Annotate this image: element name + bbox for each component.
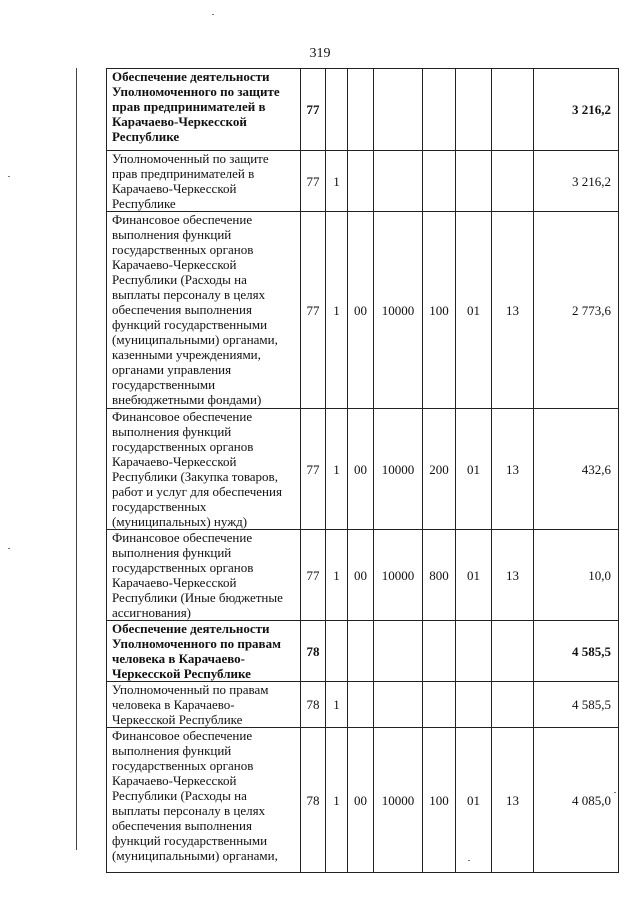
podrazdel-cell: 13 (492, 728, 534, 873)
item-name-line: Республике (112, 129, 180, 144)
item-name-line: Карачаево-Черкесской (112, 454, 237, 469)
item-name-cell (107, 621, 301, 682)
section-cell (326, 621, 348, 682)
subsection-cell (348, 621, 374, 682)
item-name-line: человека в Карачаево- (112, 697, 235, 712)
razdel-cell: 01 (456, 409, 492, 530)
expense-type-cell (423, 151, 456, 212)
item-name-line: выплаты персоналу в целях (112, 287, 266, 302)
amount-cell: 2 773,6 (534, 212, 619, 409)
program-cell: 10000 (374, 409, 423, 530)
item-name-line: Финансовое обеспечение (112, 530, 253, 545)
table-row (107, 530, 619, 621)
item-name-cell (107, 530, 301, 621)
item-name-line: Республике (112, 196, 176, 211)
item-name-line: государственных органов (112, 439, 254, 454)
item-name-cell (107, 151, 301, 212)
amount-cell: 3 216,2 (534, 151, 619, 212)
razdel-cell: 01 (456, 212, 492, 409)
table-row (107, 212, 619, 409)
scan-speck (468, 860, 470, 861)
podrazdel-cell: 13 (492, 530, 534, 621)
subsection-cell: 00 (348, 212, 374, 409)
item-name-line: Черкесской Республике (112, 712, 243, 727)
podrazdel-cell: 13 (492, 409, 534, 530)
program-cell: 10000 (374, 530, 423, 621)
amount-cell: 432,6 (534, 409, 619, 530)
program-cell (374, 69, 423, 151)
item-name-line: Республики (Закупка товаров, (112, 469, 278, 484)
item-name-line: Уполномоченный по защите (112, 151, 269, 166)
table-row (107, 409, 619, 530)
code-cell: 77 (301, 530, 326, 621)
subsection-cell (348, 682, 374, 728)
item-name-line: работ и услуг для обеспечения (112, 484, 282, 499)
table-row (107, 151, 619, 212)
code-cell: 78 (301, 621, 326, 682)
item-name-line: Обеспечение деятельности (112, 621, 270, 636)
program-cell: 10000 (374, 728, 423, 873)
podrazdel-cell (492, 621, 534, 682)
budget-table (106, 68, 619, 873)
item-name-line: выполнения функций (112, 545, 232, 560)
item-name-line: Уполномоченный по правам (112, 682, 269, 697)
item-name-line: государственными (112, 377, 216, 392)
item-name-line: обеспечения выполнения (112, 818, 252, 833)
table-body (107, 69, 619, 873)
item-name-cell (107, 682, 301, 728)
scan-speck (8, 176, 10, 177)
item-name-line: органами управления (112, 362, 232, 377)
item-name-line: функций государственными (112, 833, 268, 848)
subsection-cell: 00 (348, 409, 374, 530)
item-name-line: Уполномоченного по правам (112, 636, 281, 651)
section-cell (326, 69, 348, 151)
amount-cell: 4 085,0 (534, 728, 619, 873)
item-name-line: ассигнования) (112, 605, 192, 620)
razdel-cell (456, 151, 492, 212)
expense-type-cell: 200 (423, 409, 456, 530)
table-row (107, 682, 619, 728)
podrazdel-cell (492, 151, 534, 212)
subsection-cell (348, 151, 374, 212)
item-name-line: государственных органов (112, 560, 254, 575)
expense-type-cell: 100 (423, 212, 456, 409)
section-cell: 1 (326, 212, 348, 409)
item-name-line: Карачаево-Черкесской (112, 257, 237, 272)
expense-type-cell (423, 621, 456, 682)
item-name-line: Республики (Расходы на (112, 788, 247, 803)
section-cell: 1 (326, 151, 348, 212)
item-name-line: Финансовое обеспечение (112, 212, 253, 227)
item-name-line: Уполномоченного по защите (112, 84, 280, 99)
item-name-line: государственных органов (112, 758, 254, 773)
code-cell: 77 (301, 409, 326, 530)
expense-type-cell: 800 (423, 530, 456, 621)
section-cell: 1 (326, 409, 348, 530)
code-cell: 77 (301, 69, 326, 151)
item-name-line: казенными учреждениями, (112, 347, 261, 362)
item-name-line: прав предпринимателей в (112, 166, 255, 181)
item-name-line: Республики (Иные бюджетные (112, 590, 283, 605)
section-cell: 1 (326, 682, 348, 728)
table-row (107, 728, 619, 873)
item-name-line: Обеспечение деятельности (112, 69, 270, 84)
expense-type-cell: 100 (423, 728, 456, 873)
item-name-cell (107, 212, 301, 409)
expense-type-cell (423, 682, 456, 728)
item-name-cell (107, 728, 301, 873)
page-number: 319 (309, 46, 331, 61)
razdel-cell: 01 (456, 530, 492, 621)
table-row (107, 69, 619, 151)
item-name-cell (107, 69, 301, 151)
code-cell: 78 (301, 728, 326, 873)
item-name-line: (муниципальных) нужд) (112, 514, 248, 529)
program-cell (374, 682, 423, 728)
item-name-line: прав предпринимателей в (112, 99, 266, 114)
item-name-line: Финансовое обеспечение (112, 728, 253, 743)
item-name-cell (107, 409, 301, 530)
item-name-line: выполнения функций (112, 743, 232, 758)
podrazdel-cell (492, 69, 534, 151)
item-name-line: Карачаево-Черкесской (112, 773, 237, 788)
program-cell: 10000 (374, 212, 423, 409)
scan-speck (8, 548, 10, 549)
code-cell: 77 (301, 212, 326, 409)
item-name-line: (муниципальными) органами, (112, 848, 278, 863)
scan-speck (614, 792, 616, 793)
podrazdel-cell: 13 (492, 212, 534, 409)
item-name-line: (муниципальными) органами, (112, 332, 278, 347)
razdel-cell (456, 69, 492, 151)
program-cell (374, 621, 423, 682)
program-cell (374, 151, 423, 212)
subsection-cell: 00 (348, 530, 374, 621)
subsection-cell: 00 (348, 728, 374, 873)
razdel-cell (456, 621, 492, 682)
item-name-line: выполнения функций (112, 424, 232, 439)
item-name-line: Карачаево-Черкесской (112, 114, 247, 129)
section-cell: 1 (326, 530, 348, 621)
item-name-line: Республики (Расходы на (112, 272, 247, 287)
amount-cell: 10,0 (534, 530, 619, 621)
section-cell: 1 (326, 728, 348, 873)
amount-cell: 3 216,2 (534, 69, 619, 151)
expense-type-cell (423, 69, 456, 151)
podrazdel-cell (492, 682, 534, 728)
left-margin-line (76, 68, 77, 850)
item-name-line: функций государственными (112, 317, 268, 332)
code-cell: 77 (301, 151, 326, 212)
item-name-line: Карачаево-Черкесской (112, 181, 237, 196)
item-name-line: Черкесской Республике (112, 666, 251, 681)
item-name-line: внебюджетными фондами) (112, 392, 262, 407)
item-name-line: человека в Карачаево- (112, 651, 246, 666)
amount-cell: 4 585,5 (534, 621, 619, 682)
item-name-line: государственных органов (112, 242, 254, 257)
code-cell: 78 (301, 682, 326, 728)
razdel-cell (456, 682, 492, 728)
subsection-cell (348, 69, 374, 151)
item-name-line: Финансовое обеспечение (112, 409, 253, 424)
item-name-line: выполнения функций (112, 227, 232, 242)
item-name-line: Карачаево-Черкесской (112, 575, 237, 590)
item-name-line: обеспечения выполнения (112, 302, 252, 317)
item-name-line: выплаты персоналу в целях (112, 803, 266, 818)
razdel-cell: 01 (456, 728, 492, 873)
amount-cell: 4 585,5 (534, 682, 619, 728)
scan-speck (212, 14, 214, 15)
table-row (107, 621, 619, 682)
item-name-line: государственных (112, 499, 207, 514)
